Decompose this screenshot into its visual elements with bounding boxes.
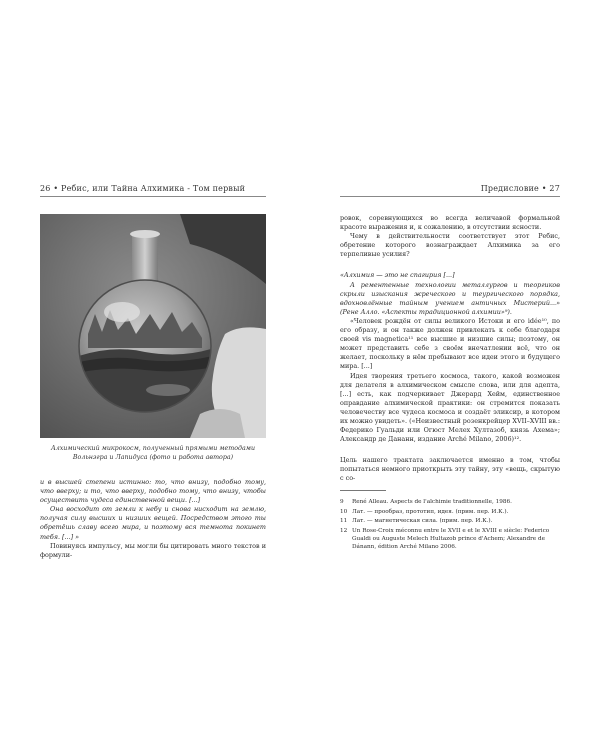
right-running-head-title: Предисловие •: [480, 184, 547, 193]
left-paragraph: и в высшей степени истинно: то, что внизу, подобно тому, что вверху; и то, что вверху, подобно тому, что внизу, чтобы осуществить чудеса единственной вещи. [...]: [40, 478, 266, 505]
left-paragraph: Повинуясь импульсу, мы могли бы цитировать много текстов и формули-: [40, 541, 266, 559]
flask-photo: [40, 214, 266, 438]
right-page: [300, 0, 600, 750]
right-paragraph: Чему в действительности соответствует этот Ребис, обретение которого вознаграждает Алхимика за его терпеливые усилия?: [340, 232, 560, 259]
right-paragraph: «Человек рождён от силы великого Истоки и его idée¹⁰, по его образу, и он также должен привлекать к себе благодаря своей vis magnetica¹¹ все высшие и низшие силы; поэтому, он может представить себе з своём внечатлении всё, что он желает, поскольку в нём пребывают все идеи этого и будущего мира. [...]: [340, 316, 560, 371]
footnote: [340, 508, 560, 516]
right-body-text: [340, 214, 560, 484]
flask-photo-illustration: [40, 214, 266, 438]
right-paragraph: ровок, соревнующихся во всегда величавой формальной красоте выражения и, к сожалению, в отсутствии ясности.: [340, 214, 560, 232]
footnote: [340, 498, 560, 506]
footnote-number: 9: [340, 499, 344, 505]
footnote-text: Un Rose-Croix méconnu entre le XVII e et le XVIII e siècle: Federico Gualdi ou Auguste Melech Hultazob prince d'Achem; Alexandre de Dánann, édition Arché Milano 2006.: [352, 528, 550, 551]
left-paragraph: Она восходит от земли к небу и снова нисходит на землю, получая силу высших и низших вещей. Посредством этого ты обретёшь славу всего мира, и поэтому вся темнота покинет тебя. [...] »: [40, 505, 266, 541]
footnote-number: 12: [340, 528, 348, 535]
footnote-text: Лат. — прообраз, прототип, идея. (прим. пер. И.К.).: [352, 508, 509, 515]
figure-caption: Алхимический микрокосм, полученный прямыми методами Вольнэгра и Лапидуса (фото и работа автора): [50, 445, 256, 461]
footnote: [340, 517, 560, 525]
footnote-number: 11: [340, 518, 348, 525]
left-running-head: [40, 184, 245, 193]
right-paragraph: Цель нашего трактата заключается именно в том, чтобы попытаться немного приоткрыть эту тайну, эту «вещь, скрытую с со-: [340, 456, 560, 483]
right-quote: «Алхимия — это не спагирия [...]: [340, 271, 455, 280]
footnote-text: René Alleau. Aspects de l'alchimie traditionnelle, 1986.: [352, 499, 512, 505]
right-paragraph: Идея творения третьего космоса, такого, какой возможен для делателя в алхимическом смысле слова, или для адепта, [...] есть, как подчеркивает Джерард Хейм, единственное оправдание алхимической практики: он стремится показать человечеству все чудеса космоса и создаёт эликсир, в котором их можно увидеть». («Неизвестный розенкрейцер XVII–XVIII вв.: Федерико Гуальди или Огюст Мелех Хултазоб, князь Ахема»; Александр де Дананн, издание Arché Milano, 2006)¹².: [340, 371, 560, 444]
left-body-text: [40, 478, 266, 560]
left-running-head-title: • Ребис, или Тайна Алхимика - Том первый: [53, 184, 246, 193]
left-head-rule: [40, 196, 266, 197]
left-page-number: 26: [40, 184, 51, 193]
footnote-text: Лат. — магнетическая сила. (прим. пер. И.К.).: [352, 518, 493, 525]
right-quote: А рементенные технологии металлургов и теоргиков скрыли изыскания жреческого и теургического порядка, вдохновлённые тайным учением античных Мистерий...» (Рене Алло. «Аспекты традиционной алхимии»⁹).: [340, 280, 560, 316]
right-page-number: 27: [549, 184, 560, 193]
right-head-rule: [340, 196, 560, 197]
right-running-head: [481, 184, 560, 193]
footnote-rule: [340, 490, 386, 491]
footnotes: [340, 498, 560, 553]
footnote-number: 10: [340, 508, 348, 515]
footnote: [340, 527, 560, 551]
